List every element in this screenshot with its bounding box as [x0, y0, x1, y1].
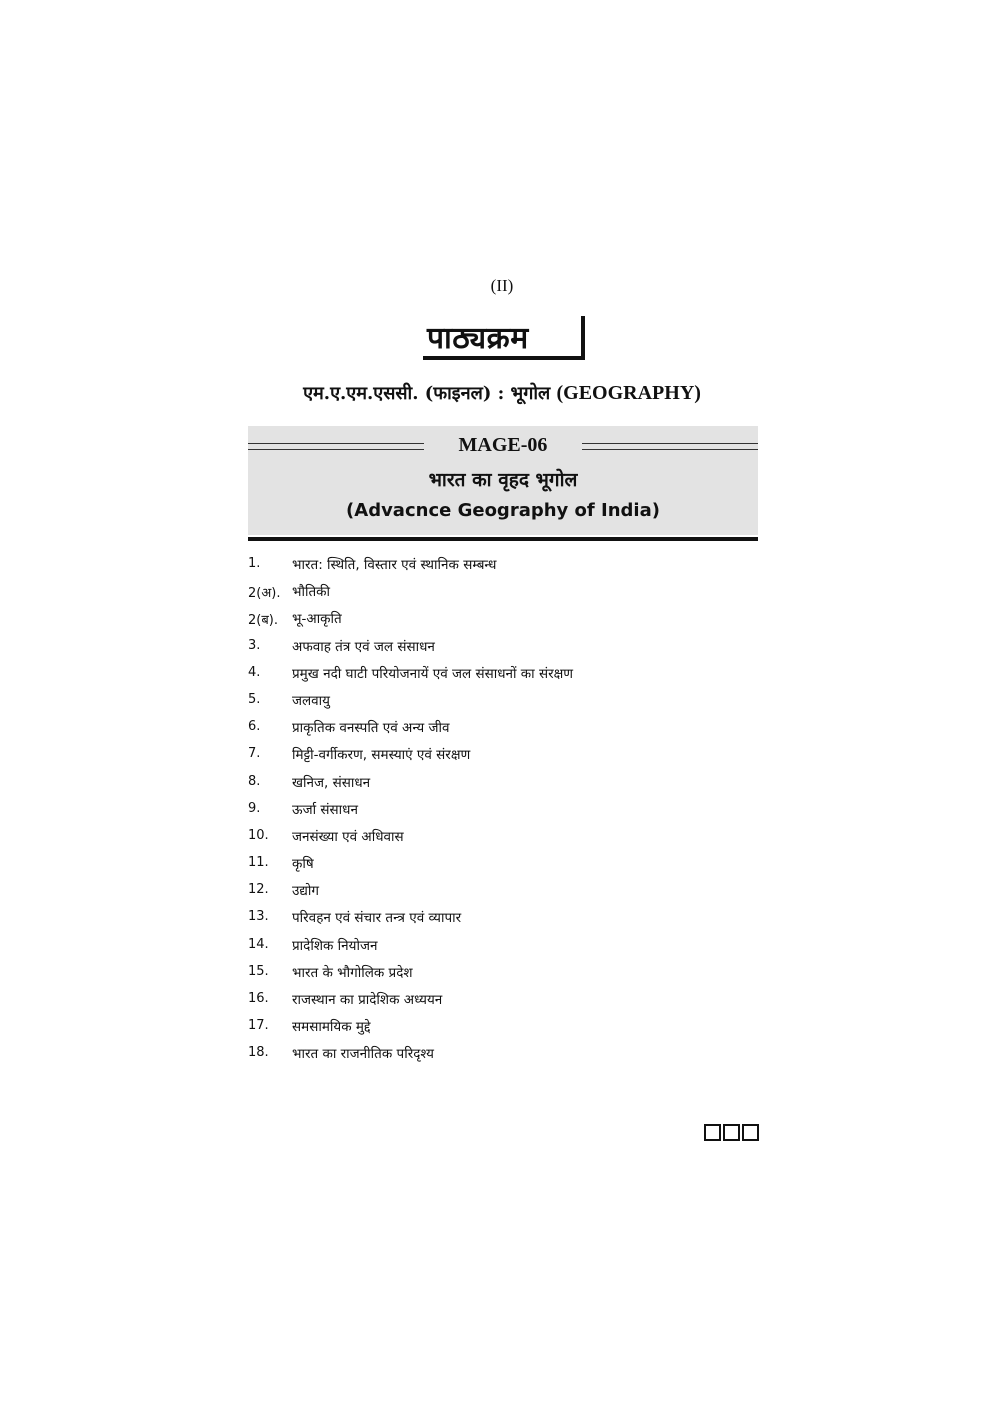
topic-number: 4. [248, 664, 261, 680]
topic-number: 11. [248, 855, 269, 871]
topic-number: 8. [248, 773, 261, 789]
topic-text: प्रमुख नदी घाटी परियोजनायें एवं जल संसाधनों का संरक्षण [292, 665, 574, 682]
course-subtitle-english: (GEOGRAPHY) [556, 382, 701, 404]
list-item [248, 716, 768, 743]
topic-text: भारत: स्थिति, विस्तार एवं स्थानिक सम्बन्ध [292, 557, 497, 573]
list-item [248, 879, 768, 906]
topic-number: 2(अ). [248, 586, 281, 602]
topic-number: 5. [248, 691, 261, 707]
list-item [248, 1042, 768, 1069]
topic-number: 16. [248, 991, 269, 1006]
topic-text: राजस्थान का प्रादेशिक अध्ययन [292, 992, 443, 1008]
list-item [248, 825, 768, 852]
list-item [248, 689, 768, 716]
box-underline [248, 537, 758, 541]
list-item [248, 607, 768, 634]
topic-number: 18. [248, 1045, 269, 1061]
list-item [248, 906, 768, 933]
list-item [248, 961, 768, 988]
topic-text: कृषि [292, 856, 314, 873]
course-subtitle-hindi: एम.ए.एम.एससी. (फाइनल) : भूगोल [303, 383, 551, 404]
paper-code: MAGE-06 [458, 434, 548, 456]
list-item [248, 553, 768, 580]
square-mark-icon [723, 1124, 740, 1141]
list-item [248, 635, 768, 662]
topic-number: 1. [248, 556, 261, 571]
end-of-section-marks [704, 1124, 761, 1142]
syllabus-heading: पाठ्यक्रम [427, 321, 529, 356]
topic-text: भारत का राजनीतिक परिदृश्य [292, 1046, 434, 1063]
list-item [248, 580, 768, 607]
list-item [248, 743, 768, 770]
list-item [248, 771, 768, 798]
syllabus-heading-frame [423, 316, 585, 360]
topic-number: 6. [248, 719, 261, 735]
topic-text: समसामयिक मुद्दे [292, 1019, 371, 1036]
paper-title-hindi: भारत का वृहद भूगोल [428, 469, 578, 491]
list-item [248, 934, 768, 961]
topic-text: मिट्टी-वर्गीकरण, समस्याएं एवं संरक्षण [292, 747, 471, 764]
topic-text: परिवहन एवं संचार तन्त्र एवं व्यापार [292, 910, 462, 927]
page-number: (II) [490, 276, 514, 295]
topic-text: जनसंख्या एवं अधिवास [292, 828, 404, 845]
paper-code-row [248, 434, 758, 456]
topic-text: प्रादेशिक नियोजन [292, 937, 378, 954]
topic-text: भारत के भौगोलिक प्रदेश [292, 964, 413, 981]
topic-number: 2(ब). [248, 613, 278, 629]
heading-underline [423, 356, 585, 360]
list-item [248, 852, 768, 879]
topic-text: जलवायु [292, 692, 331, 709]
topic-number: 3. [248, 637, 261, 653]
topic-number: 14. [248, 936, 269, 952]
list-item [248, 988, 768, 1015]
heading-side-rule [581, 316, 585, 360]
topic-text: प्राकृतिक वनस्पति एवं अन्य जीव [292, 720, 450, 737]
square-mark-icon [742, 1124, 759, 1141]
list-item [248, 1015, 768, 1042]
topic-text: खनिज, संसाधन [292, 774, 371, 791]
topic-text: भू-आकृति [292, 611, 342, 628]
square-mark-icon [704, 1124, 721, 1141]
topic-list [248, 553, 768, 1070]
paper-title-box [248, 426, 758, 535]
topic-text: उद्योग [292, 883, 319, 900]
topic-number: 12. [248, 882, 269, 898]
course-subtitle [0, 381, 992, 405]
topic-number: 15. [248, 963, 269, 979]
list-item [248, 662, 768, 689]
topic-number: 13. [248, 909, 269, 925]
topic-number: 9. [248, 800, 261, 816]
topic-number: 10. [248, 827, 269, 843]
topic-text: ऊर्जा संसाधन [292, 801, 358, 818]
paper-title-english: (Advacnce Geography of India) [346, 500, 660, 521]
topic-text: अफवाह तंत्र एवं जल संसाधन [292, 638, 435, 655]
list-item [248, 798, 768, 825]
topic-number: 17. [248, 1018, 269, 1034]
topic-text: भौतिकी [292, 584, 331, 601]
topic-number: 7. [248, 746, 261, 762]
